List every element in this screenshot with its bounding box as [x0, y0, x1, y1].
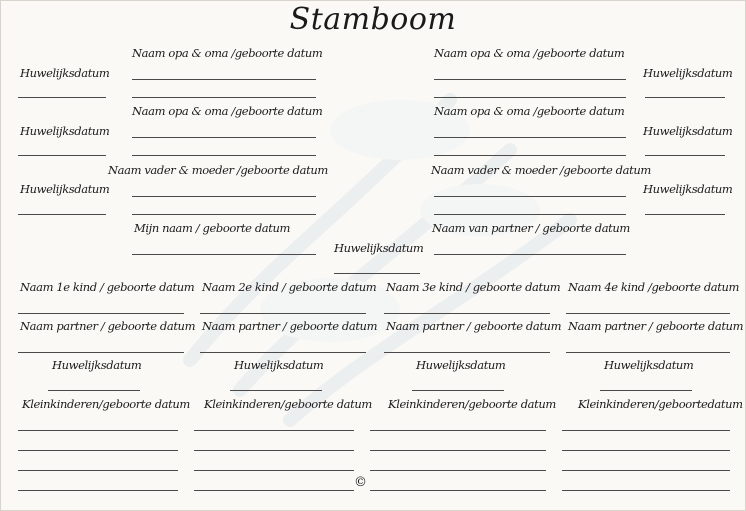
marriage-left-1-line[interactable] — [18, 97, 106, 98]
child-4-marriage-line[interactable] — [600, 390, 692, 391]
grandchildren-4-line-3[interactable] — [562, 470, 730, 471]
grandparents-right-1-label: Naam opa & oma /geboorte datum — [434, 46, 625, 60]
child-3-line[interactable] — [384, 313, 550, 314]
grandchildren-3-line-3[interactable] — [370, 470, 546, 471]
grandchildren-4-line-4[interactable] — [562, 490, 730, 491]
child-4-line[interactable] — [566, 313, 730, 314]
grandparents-left-1-line-2[interactable] — [132, 97, 316, 98]
grandparents-left-2-line-2[interactable] — [132, 155, 316, 156]
marriage-left-1-label: Huwelijksdatum — [20, 66, 110, 80]
marriage-right-3-label: Huwelijksdatum — [643, 182, 733, 196]
grandchildren-1-line-3[interactable] — [18, 470, 178, 471]
child-2-partner-label: Naam partner / geboorte datum — [202, 319, 378, 333]
parents-right-label: Naam vader & moeder /geboorte datum — [431, 163, 651, 177]
child-4-partner-label: Naam partner / geboorte datum — [568, 319, 744, 333]
marriage-left-3-label: Huwelijksdatum — [20, 182, 110, 196]
grandchildren-1-label: Kleinkinderen/geboorte datum — [22, 397, 190, 411]
grandparents-right-2-label: Naam opa & oma /geboorte datum — [434, 104, 625, 118]
child-4-marriage-label: Huwelijksdatum — [604, 358, 694, 372]
marriage-right-2-label: Huwelijksdatum — [643, 124, 733, 138]
grandchildren-4-line-1[interactable] — [562, 430, 730, 431]
marriage-left-3-line[interactable] — [18, 214, 106, 215]
marriage-center-label: Huwelijksdatum — [334, 241, 424, 255]
grandparents-left-2-label: Naam opa & oma /geboorte datum — [132, 104, 323, 118]
child-1-partner-label: Naam partner / geboorte datum — [20, 319, 196, 333]
child-3-marriage-label: Huwelijksdatum — [416, 358, 506, 372]
my-name-label: Mijn naam / geboorte datum — [134, 221, 290, 235]
child-3-marriage-line[interactable] — [412, 390, 504, 391]
grandparents-left-1-line-1[interactable] — [132, 79, 316, 80]
grandchildren-2-line-4[interactable] — [194, 490, 354, 491]
parents-right-line-1[interactable] — [434, 196, 626, 197]
marriage-right-2-line[interactable] — [645, 155, 725, 156]
page-title: Stamboom — [289, 2, 457, 37]
child-3-partner-label: Naam partner / geboorte datum — [386, 319, 562, 333]
grandchildren-1-line-1[interactable] — [18, 430, 178, 431]
marriage-left-2-label: Huwelijksdatum — [20, 124, 110, 138]
child-2-marriage-line[interactable] — [230, 390, 322, 391]
grandchildren-1-line-2[interactable] — [18, 450, 178, 451]
parents-right-line-2[interactable] — [434, 214, 626, 215]
partner-name-line[interactable] — [434, 254, 626, 255]
grandchildren-4-label: Kleinkinderen/geboortedatum — [578, 397, 743, 411]
marriage-center-line[interactable] — [334, 273, 420, 274]
child-4-label: Naam 4e kind /geboorte datum — [568, 280, 739, 294]
grandchildren-1-line-4[interactable] — [18, 490, 178, 491]
grandchildren-4-line-2[interactable] — [562, 450, 730, 451]
copyright-mark: © — [354, 475, 367, 490]
child-2-line[interactable] — [200, 313, 366, 314]
grandchildren-3-label: Kleinkinderen/geboorte datum — [388, 397, 556, 411]
grandparents-right-1-line-1[interactable] — [434, 79, 626, 80]
child-1-marriage-label: Huwelijksdatum — [52, 358, 142, 372]
child-1-label: Naam 1e kind / geboorte datum — [20, 280, 195, 294]
grandchildren-2-line-1[interactable] — [194, 430, 354, 431]
marriage-right-3-line[interactable] — [645, 214, 725, 215]
grandparents-right-1-line-2[interactable] — [434, 97, 626, 98]
marriage-right-1-label: Huwelijksdatum — [643, 66, 733, 80]
marriage-left-2-line[interactable] — [18, 155, 106, 156]
child-4-partner-line[interactable] — [566, 352, 730, 353]
grandchildren-2-line-2[interactable] — [194, 450, 354, 451]
grandchildren-2-label: Kleinkinderen/geboorte datum — [204, 397, 372, 411]
child-2-marriage-label: Huwelijksdatum — [234, 358, 324, 372]
child-1-partner-line[interactable] — [18, 352, 184, 353]
grandparents-left-1-label: Naam opa & oma /geboorte datum — [132, 46, 323, 60]
parents-left-label: Naam vader & moeder /geboorte datum — [108, 163, 328, 177]
marriage-right-1-line[interactable] — [645, 97, 725, 98]
grandparents-left-2-line-1[interactable] — [132, 137, 316, 138]
grandparents-right-2-line-1[interactable] — [434, 137, 626, 138]
child-2-partner-line[interactable] — [200, 352, 366, 353]
child-3-label: Naam 3e kind / geboorte datum — [386, 280, 561, 294]
parents-left-line-1[interactable] — [132, 196, 316, 197]
child-2-label: Naam 2e kind / geboorte datum — [202, 280, 377, 294]
grandchildren-3-line-1[interactable] — [370, 430, 546, 431]
grandchildren-3-line-4[interactable] — [370, 490, 546, 491]
grandparents-right-2-line-2[interactable] — [434, 155, 626, 156]
my-name-line[interactable] — [132, 254, 316, 255]
parents-left-line-2[interactable] — [132, 214, 316, 215]
child-3-partner-line[interactable] — [384, 352, 550, 353]
partner-name-label: Naam van partner / geboorte datum — [432, 221, 630, 235]
grandchildren-3-line-2[interactable] — [370, 450, 546, 451]
child-1-line[interactable] — [18, 313, 184, 314]
child-1-marriage-line[interactable] — [48, 390, 140, 391]
grandchildren-2-line-3[interactable] — [194, 470, 354, 471]
